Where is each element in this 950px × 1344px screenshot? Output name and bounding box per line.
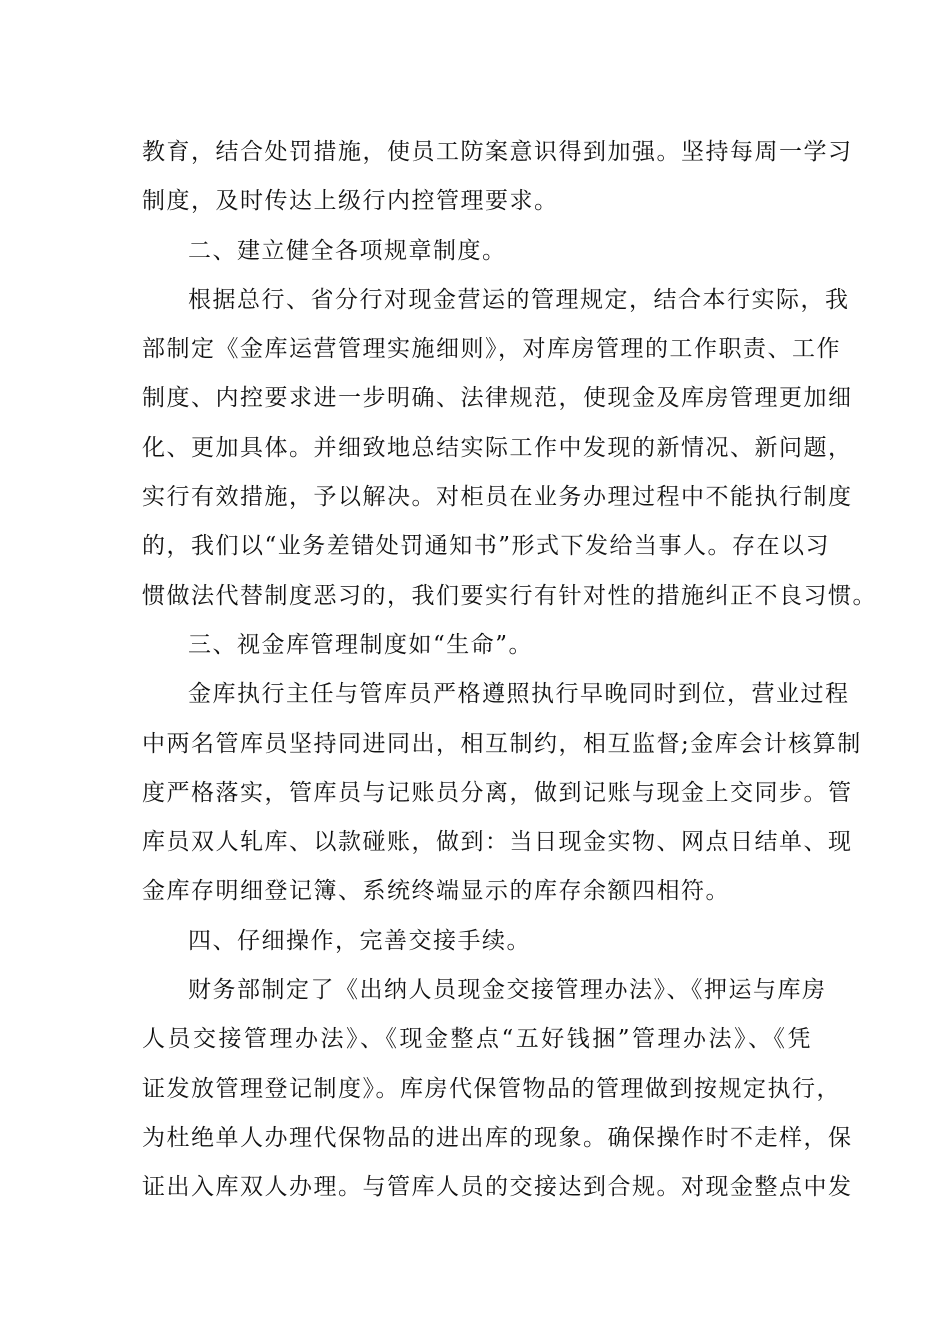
text-line: 库员双人轧库、以款碰账，做到：当日现金实物、网点日结单、现 — [142, 829, 853, 856]
text-line: 制度、内控要求进一步明确、法律规范，使现金及库房管理更加细 — [142, 385, 853, 412]
text-line: 金库执行主任与管库员严格遵照执行早晚同时到位，营业过程 — [188, 681, 850, 708]
text-line: 证出入库双人办理。与管库人员的交接达到合规。对现金整点中发 — [142, 1174, 853, 1201]
section-heading: 四、仔细操作，完善交接手续。 — [188, 927, 531, 954]
text-line: 的，我们以“业务差错处罚通知书”形式下发给当事人。存在以习 — [142, 533, 831, 560]
text-line: 财务部制定了《出纳人员现金交接管理办法》、《押运与库房 — [188, 977, 827, 1004]
text-line: 为杜绝单人办理代保物品的进出库的现象。确保操作时不走样，保 — [142, 1124, 853, 1151]
text-line: 制度，及时传达上级行内控管理要求。 — [142, 188, 559, 215]
text-line: 实行有效措施，予以解决。对柜员在业务办理过程中不能执行制度 — [142, 484, 853, 511]
text-line: 金库存明细登记簿、系统终端显示的库存余额四相符。 — [142, 878, 730, 905]
text-line: 根据总行、省分行对现金营运的管理规定，结合本行实际，我 — [188, 286, 850, 313]
text-line: 部制定《金库运营管理实施细则》，对库房管理的工作职责、工作 — [142, 336, 841, 363]
text-line: 人员交接管理办法》、《现金整点“五好钱捆”管理办法》、《凭 — [142, 1026, 812, 1053]
body-text — [142, 128, 877, 1213]
section-heading: 三、视金库管理制度如“生命”。 — [188, 631, 534, 658]
text-line: 中两名管库员坚持同进同出，相互制约，相互监督;金库会计核算制 — [142, 730, 862, 757]
text-line: 化、更加具体。并细致地总结实际工作中发现的新情况、新问题， — [142, 434, 853, 461]
section-heading: 二、建立健全各项规章制度。 — [188, 237, 507, 264]
text-line: 教育，结合处罚措施，使员工防案意识得到加强。坚持每周一学习 — [142, 139, 853, 165]
text-line: 度严格落实，管库员与记账员分离，做到记账与现金上交同步。管 — [142, 779, 853, 806]
text-line: 惯做法代替制度恶习的，我们要实行有针对性的措施纠正不良习惯。 — [142, 582, 877, 609]
text-line: 证发放管理登记制度》。库房代保管物品的管理做到按规定执行， — [142, 1075, 841, 1102]
